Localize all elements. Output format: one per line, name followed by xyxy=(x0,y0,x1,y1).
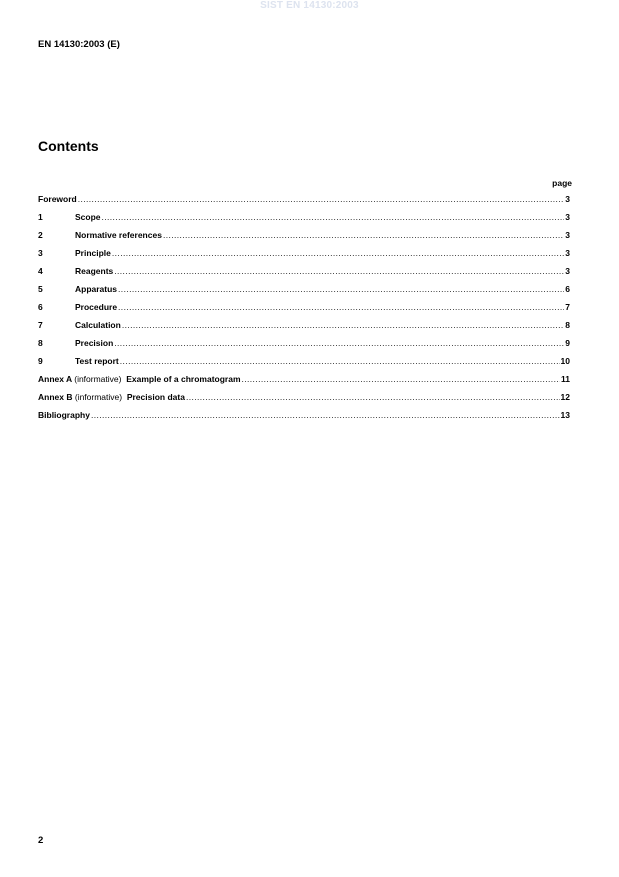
annex-type: (informative) xyxy=(74,374,122,384)
toc-entry-page: 10 xyxy=(560,356,570,366)
dot-leader xyxy=(186,392,560,402)
toc-entry-title: Foreword xyxy=(38,194,77,204)
toc-entry-page: 3 xyxy=(565,248,570,258)
toc-entry-page: 8 xyxy=(565,320,570,330)
toc-entry[interactable] xyxy=(38,248,570,266)
dot-leader xyxy=(242,374,560,384)
toc-entry-number: 7 xyxy=(38,320,43,330)
dot-leader xyxy=(102,212,565,222)
toc-entry[interactable] xyxy=(38,320,570,338)
toc-entry-title: Test report xyxy=(75,356,119,366)
toc-entry-title xyxy=(38,374,241,384)
toc-entry-number: 4 xyxy=(38,266,43,276)
watermark: SIST EN 14130:2003 xyxy=(260,0,359,11)
toc-entry[interactable] xyxy=(38,410,570,428)
toc-entry-number: 6 xyxy=(38,302,43,312)
toc-entry-title: Reagents xyxy=(75,266,114,276)
toc-entry[interactable] xyxy=(38,356,570,374)
toc-entry[interactable] xyxy=(38,302,570,320)
dot-leader xyxy=(112,248,564,258)
toc-entry-number: 1 xyxy=(38,212,43,222)
annex-label: Annex A xyxy=(38,374,72,384)
toc-entry-title: Precision xyxy=(75,338,114,348)
toc-entry[interactable] xyxy=(38,284,570,302)
annex-title: Precision data xyxy=(126,392,185,402)
toc-entry[interactable] xyxy=(38,212,570,230)
toc-entry-page: 3 xyxy=(565,230,570,240)
contents-heading: Contents xyxy=(38,138,99,154)
toc-entry-title: Principle xyxy=(75,248,111,258)
toc-entry-number: 8 xyxy=(38,338,43,348)
toc-entry-title xyxy=(38,392,185,402)
toc-entry-number: 3 xyxy=(38,248,43,258)
dot-leader xyxy=(78,194,565,204)
toc-entry-page: 3 xyxy=(565,194,570,204)
dot-leader xyxy=(118,302,564,312)
page-number: 2 xyxy=(38,835,44,846)
dot-leader xyxy=(114,266,564,276)
toc-entry[interactable] xyxy=(38,392,570,410)
document-id: EN 14130:2003 (E) xyxy=(38,39,120,50)
toc-entry-page: 3 xyxy=(565,212,570,222)
dot-leader xyxy=(163,230,564,240)
toc-entry-page: 11 xyxy=(561,374,570,384)
toc-entry-title: Apparatus xyxy=(75,284,118,294)
toc-entry-page: 12 xyxy=(560,392,570,402)
annex-label: Annex B xyxy=(38,392,73,402)
dot-leader xyxy=(120,356,560,366)
annex-title: Example of a chromatogram xyxy=(126,374,241,384)
dot-leader xyxy=(114,338,564,348)
toc-entry[interactable] xyxy=(38,194,570,212)
toc-entry[interactable] xyxy=(38,266,570,284)
toc-entry-title: Bibliography xyxy=(38,410,90,420)
dot-leader xyxy=(91,410,560,420)
toc-entry[interactable] xyxy=(38,230,570,248)
toc-entry-page: 6 xyxy=(565,284,570,294)
annex-type: (informative) xyxy=(74,392,123,402)
dot-leader xyxy=(122,320,564,330)
toc-entry-page: 9 xyxy=(565,338,570,348)
page-column-label: page xyxy=(552,178,572,188)
toc-entry-page: 7 xyxy=(565,302,570,312)
toc-entry-page: 3 xyxy=(565,266,570,276)
toc-entry-title: Normative references xyxy=(75,230,162,240)
toc-entry[interactable] xyxy=(38,338,570,356)
toc-entry-number: 5 xyxy=(38,284,43,294)
toc-entry-title: Calculation xyxy=(75,320,121,330)
toc-entry-number: 9 xyxy=(38,356,43,366)
table-of-contents xyxy=(38,194,570,428)
toc-entry-title: Scope xyxy=(75,212,101,222)
toc-entry-page: 13 xyxy=(560,410,570,420)
toc-entry[interactable] xyxy=(38,374,570,392)
dot-leader xyxy=(118,284,564,294)
toc-entry-number: 2 xyxy=(38,230,43,240)
toc-entry-title: Procedure xyxy=(75,302,118,312)
